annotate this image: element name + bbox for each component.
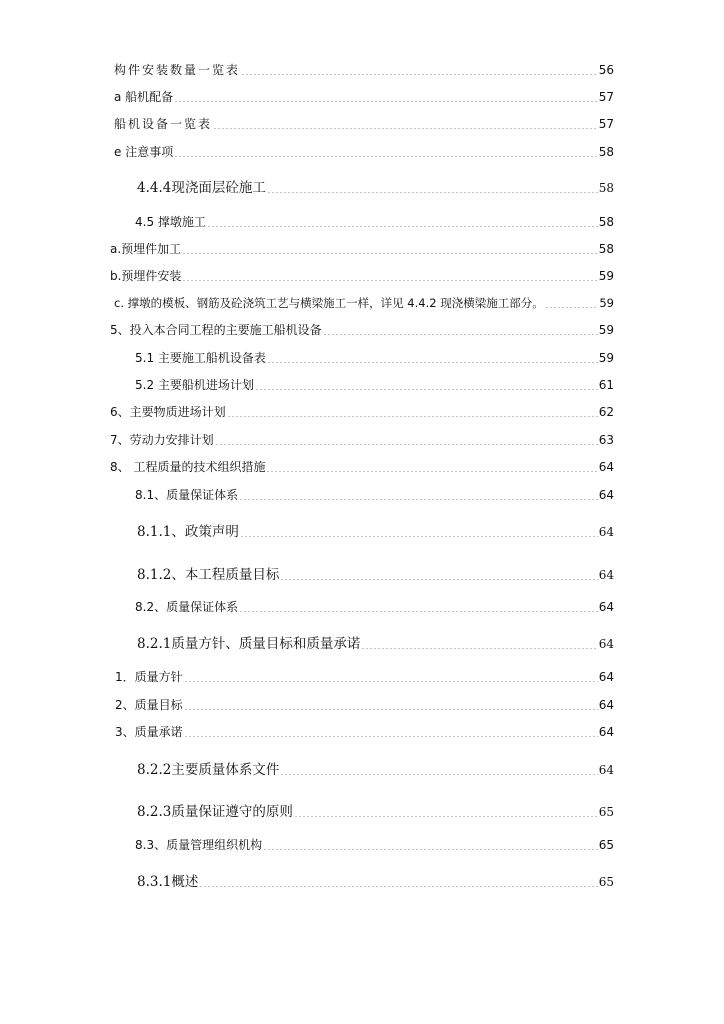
toc-entry-number: 4.4.4 [137, 180, 172, 196]
toc-entry [135, 375, 614, 395]
toc-entry-page: 64 [598, 763, 614, 777]
toc-leader-dots [213, 128, 598, 129]
toc-leader-dots [240, 536, 598, 537]
toc-entry [135, 835, 614, 855]
toc-entry-title: 8.3、质量管理组织机构 [135, 838, 263, 852]
toc-entry-page: 64 [598, 698, 614, 712]
toc-entry-title: 7、劳动力安排计划 [110, 433, 214, 447]
toc-entry [137, 522, 614, 542]
toc-entry-page: 64 [598, 725, 614, 739]
toc-entry-page: 58 [598, 145, 614, 159]
toc-entry [114, 114, 614, 134]
toc-entry [137, 565, 614, 585]
toc-entry-title: 1．质量方针 [115, 670, 183, 684]
toc-entry-title: 2、质量目标 [115, 698, 183, 712]
toc-entry-title: 3、质量承诺 [115, 725, 183, 739]
toc-leader-dots [267, 192, 598, 193]
toc-entry-title: 5、投入本合同工程的主要施工船机设备 [110, 323, 322, 337]
toc-entry [135, 212, 614, 232]
toc-entry [110, 457, 614, 477]
toc-entry-title: 本工程质量目标 [184, 567, 280, 583]
toc-entry-page: 59 [598, 323, 614, 337]
toc-leader-dots [215, 444, 598, 445]
toc-entry [137, 760, 614, 780]
toc-entry-title: 现浇面层砼施工 [171, 180, 266, 196]
toc-entry-page: 58 [598, 242, 614, 256]
toc-entry-page: 56 [598, 63, 614, 77]
toc-entry-title: 主要质量体系文件 [171, 762, 280, 778]
toc-leader-dots [266, 471, 597, 472]
toc-entry [110, 402, 614, 422]
toc-entry-page: 57 [598, 117, 614, 131]
toc-entry [115, 695, 614, 715]
toc-leader-dots [239, 611, 598, 612]
toc-entry-title: 8.1、质量保证体系 [135, 488, 239, 502]
toc-entry-page: 64 [598, 525, 614, 539]
toc-leader-dots [184, 681, 598, 682]
toc-leader-dots [184, 736, 598, 737]
toc-entry [137, 802, 614, 822]
toc-entry [115, 722, 614, 742]
toc-entry [110, 320, 614, 340]
toc-leader-dots [184, 709, 598, 710]
toc-leader-dots [545, 307, 599, 308]
toc-entry-title: 4.5 撑墩施工 [135, 215, 206, 229]
toc-leader-dots [174, 101, 598, 102]
toc-entry-number: 8.1.1、 [137, 524, 185, 540]
toc-entry-title: 8、 工程质量的技术组织措施 [110, 460, 266, 474]
toc-entry-title: b.预埋件安装 [110, 269, 182, 283]
toc-leader-dots [182, 280, 597, 281]
toc-entry-title: 构件安装数量一览表 [114, 63, 241, 77]
toc-leader-dots [267, 362, 598, 363]
toc-entry-title: 5.2 主要船机进场计划 [135, 378, 254, 392]
toc-leader-dots [280, 774, 597, 775]
toc-entry-page: 64 [598, 488, 614, 502]
toc-entry [137, 178, 614, 198]
toc-entry-number: 8.2.1 [137, 636, 172, 652]
toc-entry-title: 质量方针、质量目标和质量承诺 [171, 636, 361, 652]
toc-entry-title: 8.2、质量保证体系 [135, 600, 239, 614]
toc-entry-page: 57 [598, 90, 614, 104]
toc-entry-number: 8.3.1 [137, 874, 172, 890]
toc-entry [110, 266, 614, 286]
toc-entry-title: e 注意事项 [114, 145, 174, 159]
toc-entry [114, 293, 614, 313]
toc-entry-page: 65 [598, 805, 614, 819]
toc-entry [135, 597, 614, 617]
toc-entry [137, 634, 614, 654]
toc-entry [110, 430, 614, 450]
toc-leader-dots [255, 389, 598, 390]
toc-entry-page: 63 [598, 433, 614, 447]
toc-entry-page: 64 [598, 568, 614, 582]
toc-entry-title: 6、主要物质进场计划 [110, 405, 226, 419]
toc-entry-page: 59 [598, 269, 614, 283]
toc-entry-title: a 船机配备 [114, 90, 174, 104]
toc-entry-page: 65 [598, 838, 614, 852]
toc-entry [114, 142, 614, 162]
toc-entry-title: a.预埋件加工 [110, 242, 182, 256]
toc-leader-dots [241, 74, 598, 75]
toc-entry-title: 政策声明 [184, 524, 239, 540]
toc-entry [110, 239, 614, 259]
toc-entry-page: 61 [598, 378, 614, 392]
toc-entry-page: 58 [598, 181, 614, 195]
toc-entry-page: 59 [599, 296, 614, 310]
toc-entry [135, 485, 614, 505]
toc-leader-dots [323, 334, 598, 335]
toc-leader-dots [263, 849, 598, 850]
toc-entry-page: 62 [598, 405, 614, 419]
toc-entry-page: 59 [598, 351, 614, 365]
toc-leader-dots [174, 156, 598, 157]
toc-entry-title: 船机设备一览表 [114, 117, 213, 131]
toc-entry-title: 质量保证遵守的原则 [171, 804, 293, 820]
toc-leader-dots [182, 253, 598, 254]
toc-entry-page: 64 [598, 637, 614, 651]
toc-entry-title: c. 撑墩的模板、钢筋及砼浇筑工艺与横梁施工一样，详见 4.4.2 现浇横梁施工部分。 [114, 296, 544, 310]
toc-entry-page: 65 [598, 875, 614, 889]
toc-entry-title: 概述 [171, 874, 199, 890]
toc-entry-title: 5.1 主要施工船机设备表 [135, 351, 266, 365]
toc-entry [114, 87, 614, 107]
toc-leader-dots [294, 816, 598, 817]
toc-leader-dots [361, 648, 597, 649]
toc-entry-page: 64 [598, 670, 614, 684]
toc-leader-dots [239, 499, 598, 500]
toc-entry-page: 58 [598, 215, 614, 229]
toc-leader-dots [207, 226, 598, 227]
toc-entry-number: 8.2.3 [137, 804, 172, 820]
toc-entry [135, 348, 614, 368]
toc-entry [115, 667, 614, 687]
toc-entry-number: 8.2.2 [137, 762, 172, 778]
toc-leader-dots [199, 886, 597, 887]
toc-entry [114, 60, 614, 80]
toc-leader-dots [280, 579, 597, 580]
toc-entry-page: 64 [598, 460, 614, 474]
toc-entry-page: 64 [598, 600, 614, 614]
toc-entry [137, 872, 614, 892]
toc-entry-number: 8.1.2、 [137, 567, 185, 583]
toc-leader-dots [227, 416, 598, 417]
